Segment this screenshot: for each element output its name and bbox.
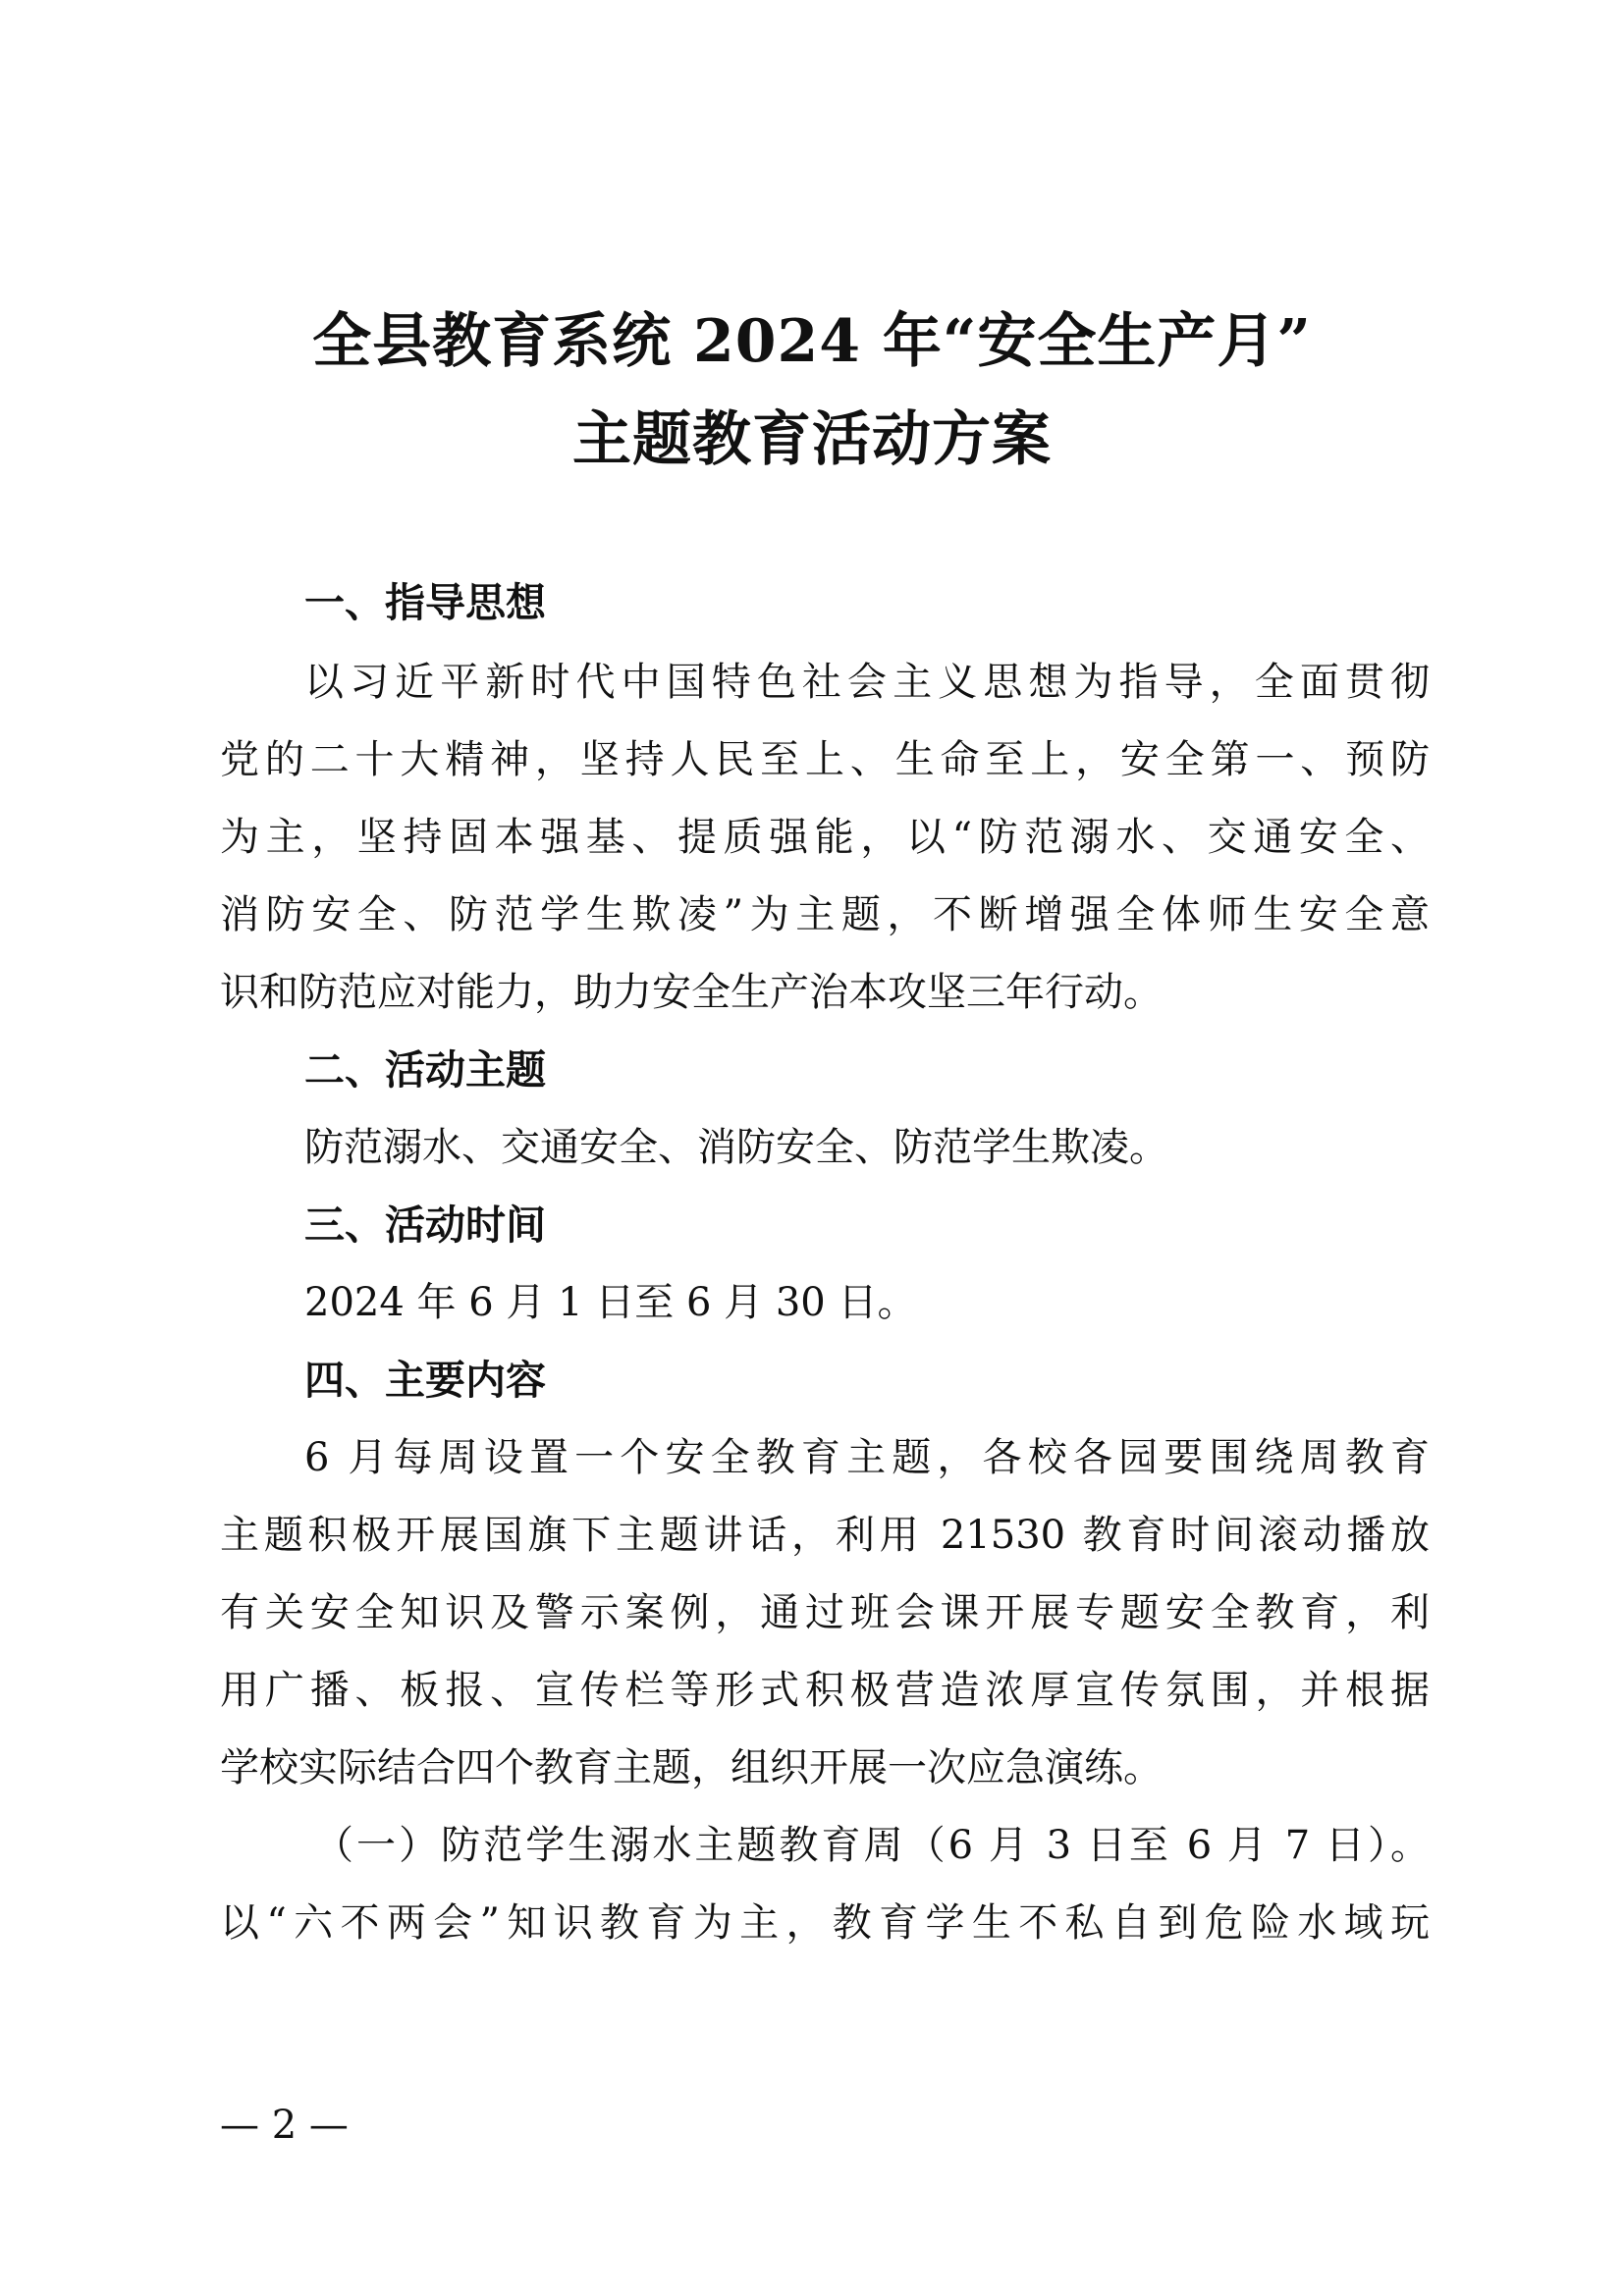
paragraph-line: 以习近平新时代中国特色社会主义思想为指导，全面贯彻 [304,660,1430,705]
document-title-line-2: 主题教育活动方案 [572,405,1052,474]
paragraph-line: （一）防范学生溺水主题教育周（6 月 3 日至 6 月 7 日）。 [314,1823,1430,1868]
paragraph-line: 用广播、板报、宣传栏等形式积极营造浓厚宣传氛围，并根据 [220,1668,1430,1713]
section-heading-guiding-ideology: 一、指导思想 [304,579,546,626]
paragraph-line: 为主，坚持固本强基、提质强能，以“防范溺水、交通安全、 [220,815,1430,860]
section-heading-activity-time: 三、活动时间 [304,1201,546,1249]
paragraph-line: 有关安全知识及警示案例，通过班会课开展专题安全教育，利 [220,1590,1430,1635]
paragraph-line: 党的二十大精神，坚持人民至上、生命至上，安全第一、预防 [220,737,1430,782]
paragraph-line: 以“六不两会”知识教育为主，教育学生不私自到危险水域玩 [220,1900,1430,1946]
section-heading-main-content: 四、主要内容 [304,1357,546,1404]
document-title-line-1: 全县教育系统 2024 年“安全生产月” [312,307,1312,376]
section-heading-activity-theme: 二、活动主题 [304,1046,546,1094]
paragraph-line: 学校实际结合四个教育主题，组织开展一次应急演练。 [220,1745,1163,1790]
page-number: — 2 — [220,2103,349,2148]
paragraph-line: 消防安全、防范学生欺凌”为主题，不断增强全体师生安全意 [220,892,1430,937]
paragraph-line: 防范溺水、交通安全、消防安全、防范学生欺凌。 [304,1125,1168,1170]
paragraph-line: 6 月每周设置一个安全教育主题，各校各园要围绕周教育 [304,1435,1430,1480]
paragraph-line: 识和防范应对能力，助力安全生产治本攻坚三年行动。 [220,970,1163,1015]
paragraph-line: 2024 年 6 月 1 日至 6 月 30 日。 [304,1280,917,1325]
paragraph-line: 主题积极开展国旗下主题讲话，利用 21530 教育时间滚动播放 [220,1513,1430,1558]
